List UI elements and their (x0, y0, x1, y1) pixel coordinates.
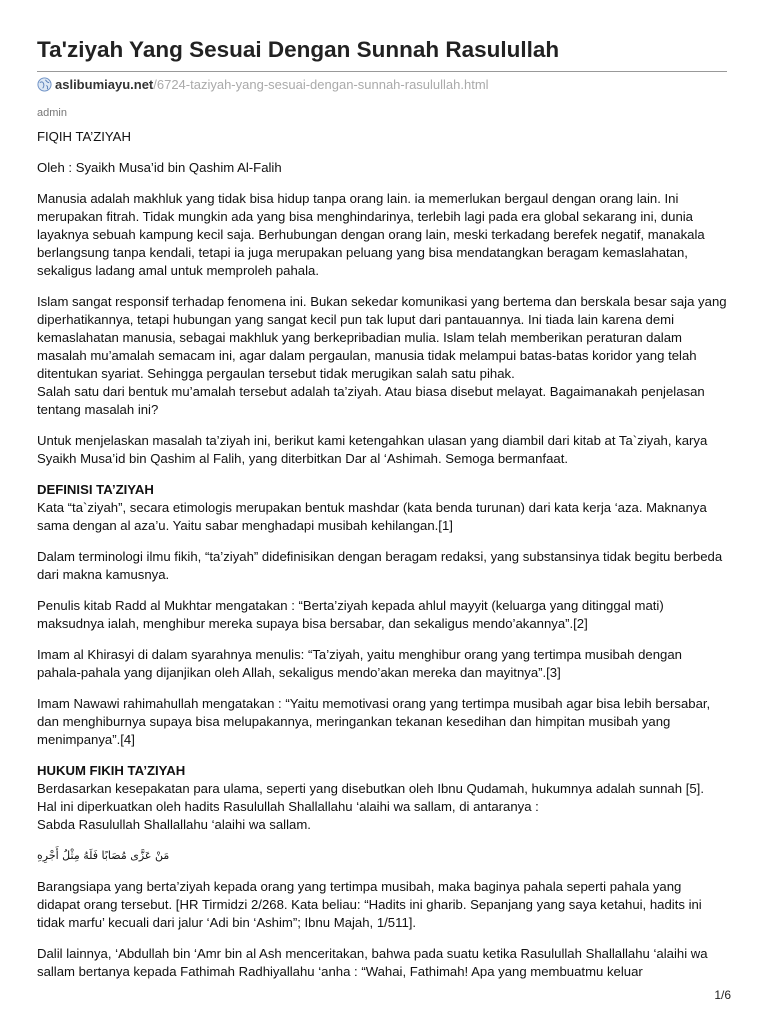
paragraph-text: Islam sangat responsif terhadap fenomena ini. Bukan sekedar komunikasi yang bertema dan berskala besar saja yang diperhatikannya, tetapi hubungan yang sangat kecil pun tak luput dari pantauannya. Ini tiada lain karena demi kemaslahatan manusia, sebagai makhluk yang berkepribadian mulia. Islam telah memberikan peraturan dalam masalah mu’amalah semacam ini, agar dalam pergaulan, manusia tidak melampui batas-batas koridor yang telah ditentukan syariat. Sehingga pergaulan tersebut tidak merugikan salah satu pihak. (37, 294, 727, 381)
section-label: FIQIH TA’ZIYAH (37, 129, 131, 144)
paragraph-text: Berdasarkan kesepakatan para ulama, seperti yang disebutkan oleh Ibnu Qudamah, hukumnya adalah sunnah [5]. Hal ini diperkuatkan oleh hadits Rasulullah Shallallahu ‘alaihi wa sallam, di antaranya : (37, 781, 704, 814)
paragraph: Dalil lainnya, ‘Abdullah bin ‘Amr bin al Ash menceritakan, bahwa pada suatu ketika Rasulullah Shallallahu ‘alaihi wa sallam bertanya kepada Fathimah Radhiyallahu ‘anha : “Wahai, Fathimah! Apa yang membuatmu keluar (37, 946, 708, 979)
source-line (37, 77, 489, 92)
page-title: Ta'ziyah Yang Sesuai Dengan Sunnah Rasulullah (37, 37, 560, 62)
definition-section (37, 481, 727, 535)
source-domain-link[interactable]: aslibumiayu.net (55, 77, 154, 92)
paragraph: Manusia adalah makhluk yang tidak bisa hidup tanpa orang lain. ia memerlukan bergaul dengan orang lain. Ini merupakan fitrah. Tidak mungkin ada yang bisa menghindarinya, terlebih lagi pada era global sekarang ini, dunia layaknya sebuah kampung kecil saja. Berhubungan dengan orang lain, meski terkadang berefek negatif, manakala berlangsung tanpa kendali, tetapi ia juga merupakan peluang yang bisa mendatangkan beragam kemaslahatan, sekaligus ladang amal untuk memproleh pahala. (37, 191, 705, 278)
paragraph: Imam al Khirasyi di dalam syarahnya menulis: “Ta’ziyah, yaitu menghibur orang yang tertimpa musibah dengan pahala-pahala yang dijanjikan oleh Allah, sekaligus mendo’akan mereka dan mayitnya”.[3] (37, 647, 682, 680)
globe-icon (37, 77, 52, 92)
section-heading: DEFINISI TA’ZIYAH (37, 482, 154, 497)
paragraph-text: Sabda Rasulullah Shallallahu ‘alaihi wa sallam. (37, 817, 311, 832)
paragraph: Imam Nawawi rahimahullah mengatakan : “Yaitu memotivasi orang yang tertimpa musibah agar bisa lebih bersabar, dan menghiburnya supaya bisa melupakannya, meringankan tekanan kesedihan dan himpitan musibah yang menimpanya”.[4] (37, 696, 711, 747)
paragraph-text: Salah satu dari bentuk mu’amalah tersebut adalah ta’ziyah. Atau biasa disebut melayat. Bagaimanakah penjelasan tentang masalah ini? (37, 384, 705, 417)
paragraph: Untuk menjelaskan masalah ta’ziyah ini, berikut kami ketengahkan ulasan yang diambil dari kitab at Ta`ziyah, karya Syaikh Musa’id bin Qashim al Falih, yang diterbitkan Dar al ‘Ashimah. Semoga bermanfaat. (37, 433, 708, 466)
arabic-hadith: مَنْ عَزَّى مُصَابًا فَلَهُ مِثْلُ أَجْرِهِ (37, 849, 170, 862)
paragraph: Penulis kitab Radd al Mukhtar mengatakan : “Berta’ziyah kepada ahlul mayyit (keluarga yang ditinggal mati) maksudnya ialah, menghibur mereka supaya bisa bersabar, dan sekaligus mendo’akannya”.[2] (37, 598, 664, 631)
title-divider (37, 71, 727, 72)
paragraph: Barangsiapa yang berta’ziyah kepada orang yang tertimpa musibah, maka baginya pahala seperti pahala yang didapat orang tersebut. [HR Tirmidzi 2/268. Kata beliau: “Hadits ini gharib. Sepanjang yang saya ketahui, hadits ini tidak marfu’ kecuali dari jalur ‘Adi bin ‘Ashim”; Ibnu Majah, 1/511]. (37, 879, 702, 930)
paragraph-text: Kata “ta`ziyah”, secara etimologis merupakan bentuk mashdar (kata benda turunan) dari kata kerja ‘aza. Maknanya sama dengan al aza’u. Yaitu sabar menghadapi musibah kehilangan.[1] (37, 500, 707, 533)
paragraph: Dalam terminologi ilmu fikih, “ta’ziyah” didefinisikan dengan beragam redaksi, yang substansinya tidak begitu berbeda dari makna kamusnya. (37, 549, 723, 582)
byline: Oleh : Syaikh Musa’id bin Qashim Al-Falih (37, 160, 282, 175)
article-body (37, 128, 727, 994)
ruling-section (37, 762, 727, 834)
paragraph (37, 293, 727, 419)
page-number: 1/6 (714, 988, 731, 1002)
section-heading: HUKUM FIKIH TA’ZIYAH (37, 763, 186, 778)
source-path-link[interactable]: /6724-taziyah-yang-sesuai-dengan-sunnah-rasulullah.html (153, 77, 489, 92)
author-name: admin (37, 107, 67, 119)
